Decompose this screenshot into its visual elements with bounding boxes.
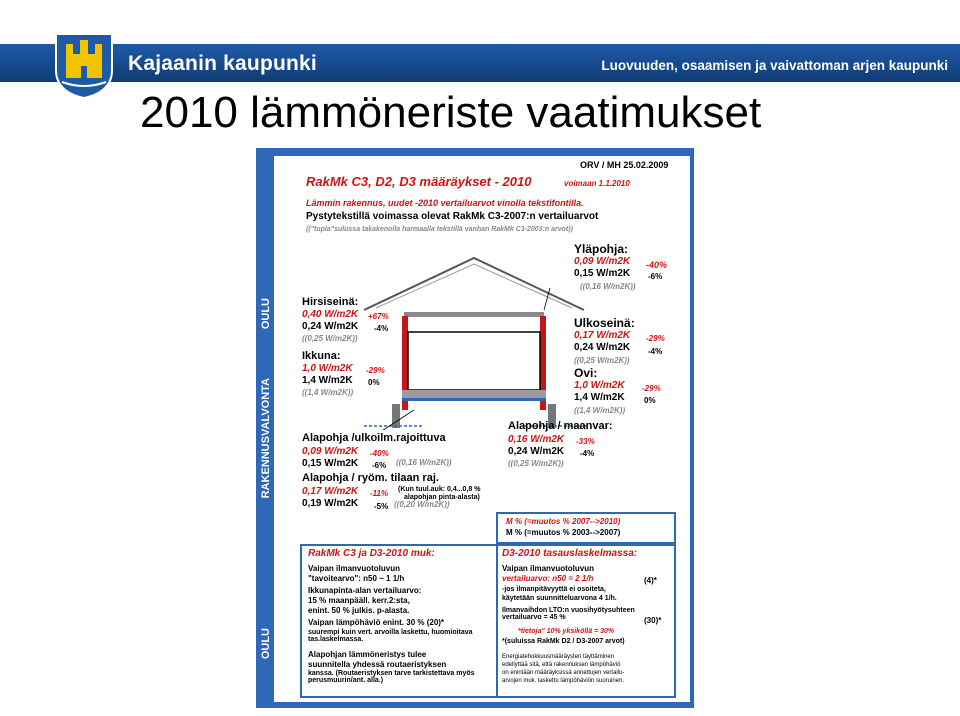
window-old: ((1,4 W/m2K))	[302, 388, 354, 397]
slogan: Luovuuden, osaamisen ja vaivattoman arjen kaupunki	[601, 58, 948, 73]
d3-line: Ilmanvaihdon LTO:n vuosihyötysuhteen vertailuarvo = 45 %	[502, 607, 635, 621]
d3-footer: on enintään määräyksissä annettujen vertailu-	[502, 670, 625, 676]
subtitle-3: (("tupla"sulussa takakenolla harmaalla tekstillä vanhan RakMk C3-2003:n arvot))	[306, 226, 573, 233]
side-labels	[260, 298, 274, 698]
outer-wall-current-pct: -4%	[648, 347, 663, 356]
subtitle-2: Pystytekstillä voimassa olevat RakMk C3-2007:n vertailuarvot	[306, 211, 599, 222]
d3-footer: arvojen muk. laskettu lämpöhäviön suuruinen.	[502, 678, 625, 684]
regulation-poster	[256, 148, 694, 708]
d3-line: vertailuarvo: n50 = 2 1/h	[502, 574, 594, 583]
rakmk-line: Vaipan lämpöhäviö enint. 30 % (20)*	[308, 618, 445, 627]
floor-ground-current-pct: -4%	[580, 449, 595, 458]
organization-name: Kajaanin kaupunki	[128, 52, 317, 75]
window-title: Ikkuna:	[302, 350, 341, 362]
rakmk-box	[300, 544, 498, 698]
coat-of-arms-logo	[52, 30, 116, 100]
roof-old: ((0,16 W/m2K))	[580, 282, 636, 291]
effective-date: voimaan 1.1.2010	[564, 179, 630, 188]
log-wall-current-pct: -4%	[374, 324, 389, 333]
outer-wall-new: 0,17 W/m2K	[574, 330, 631, 341]
roof-current: 0,15 W/m2K	[574, 268, 631, 279]
outer-wall-new-pct: -29%	[646, 334, 665, 343]
d3-box-title: D3-2010 tasauslaskelmassa:	[502, 548, 638, 559]
rakmk-line: "tavoitearvo": n50 ~ 1 1/h	[308, 574, 405, 583]
floor-outdoor-title: Alapohja /ulkoilm.rajoittuva	[302, 432, 446, 444]
rakmk-line: kanssa. (Routaeristyksen tarve tarkistettava myös perusmuurin/ant. alla.)	[308, 670, 475, 684]
rakmk-line: Ikkunapinta-alan vertailuarvo:	[308, 586, 422, 595]
log-wall-title: Hirsiseinä:	[302, 296, 359, 308]
floor-crawl-current-pct: -5%	[374, 502, 389, 511]
outer-wall-title: Ulkoseinä:	[574, 316, 635, 330]
rakmk-line: Alapohjan lämmöneristys tulee	[308, 650, 427, 659]
d3-box	[496, 544, 676, 698]
floor-crawl-old: ((0,20 W/m2K))	[394, 500, 450, 509]
floor-outdoor-current: 0,15 W/m2K	[302, 458, 359, 469]
floor-crawl-title: Alapohja / ryöm. tilaan raj.	[302, 472, 439, 484]
window-new: 1,0 W/m2K	[302, 363, 353, 374]
side-label-mid: RAKENNUSVALVONTA	[260, 378, 272, 499]
legend-line-2: M % (=muutos % 2003-->2007)	[506, 528, 621, 537]
floor-outdoor-new: 0,09 W/m2K	[302, 446, 359, 457]
side-label-bottom: OULU	[260, 628, 272, 660]
door-current-pct: 0%	[644, 396, 656, 405]
floor-outdoor-new-pct: -40%	[370, 449, 389, 458]
window-new-pct: -29%	[366, 366, 385, 375]
d3-line: *tietoja" 10% yksiköllä = 30%	[518, 628, 615, 635]
floor-ground-new: 0,16 W/m2K	[508, 434, 565, 445]
d3-line: -jos ilmanpitävyyttä ei osoiteta,	[502, 586, 606, 593]
rakmk-line: suurempi kuin vert. arvoilla laskettu, huomioitava tas.laskelmassa.	[308, 629, 473, 643]
house-section-drawing	[354, 240, 594, 430]
legend-line-1: M % (=muutos % 2007-->2010)	[506, 517, 621, 526]
roof-new: 0,09 W/m2K	[574, 256, 631, 267]
change-legend	[496, 512, 676, 544]
d3-footer: edellyttää sitä, että rakennuksen lämpöhäviö	[502, 662, 621, 668]
floor-crawl-current: 0,19 W/m2K	[302, 498, 359, 509]
floor-outdoor-current-pct: -6%	[372, 461, 387, 470]
roof-title: Yläpohja:	[574, 242, 629, 256]
d3-line: käytetään suunnitteluarvona 4 1/h.	[502, 595, 617, 602]
door-current: 1,4 W/m2K	[574, 392, 625, 403]
author-date: ORV / MH 25.02.2009	[580, 160, 669, 170]
d3-line: *(suluissa RakMk D2 / D3-2007 arvot)	[502, 638, 625, 645]
floor-outdoor-old: ((0,16 W/m2K))	[396, 458, 452, 467]
roof-new-pct: -40%	[646, 260, 668, 270]
side-label-top: OULU	[260, 298, 272, 330]
rakmk-line: suunnitella yhdessä routaeristyksen	[308, 660, 447, 669]
rakmk-line: enint. 50 % julkis. p-alasta.	[308, 606, 410, 615]
log-wall-new-pct: +67%	[368, 312, 389, 321]
subtitle-1: Lämmin rakennus, uudet -2010 vertailuarvot vinolla tekstifontilla.	[306, 198, 584, 208]
log-wall-old: ((0,25 W/m2K))	[302, 334, 358, 343]
log-wall-new: 0,40 W/m2K	[302, 309, 359, 320]
floor-ground-current: 0,24 W/m2K	[508, 446, 565, 457]
slide-title: 2010 lämmöneriste vaatimukset	[140, 88, 762, 137]
door-old: ((1,4 W/m2K))	[574, 406, 626, 415]
outer-wall-current: 0,24 W/m2K	[574, 342, 631, 353]
d3-footer: Energiatehokkuusmääräysten täyttäminen	[502, 654, 615, 660]
poster-content	[274, 156, 690, 702]
outer-wall-old: ((0,25 W/m2K))	[574, 356, 630, 365]
d3-line: (4)*	[644, 576, 657, 585]
poster-heading: RakMk C3, D2, D3 määräykset - 2010	[306, 174, 532, 189]
floor-crawl-new: 0,17 W/m2K	[302, 486, 359, 497]
roof-current-pct: -6%	[648, 272, 663, 281]
floor-ground-old: ((0,25 W/m2K))	[508, 459, 564, 468]
rakmk-line: 15 % maanpääll. kerr.2:sta,	[308, 596, 410, 605]
rakmk-box-title: RakMk C3 ja D3-2010 muk:	[308, 548, 435, 559]
door-new: 1,0 W/m2K	[574, 380, 625, 391]
window-current: 1,4 W/m2K	[302, 375, 353, 386]
window-current-pct: 0%	[368, 378, 380, 387]
door-new-pct: -29%	[642, 384, 661, 393]
floor-crawl-new-pct: -11%	[370, 489, 389, 498]
log-wall-current: 0,24 W/m2K	[302, 321, 359, 332]
d3-line: Vaipan ilmanvuotoluvun	[502, 564, 595, 573]
floor-ground-title: Alapohja / maanvar:	[508, 420, 613, 432]
d3-line: (30)*	[644, 616, 662, 625]
floor-crawl-note-2: alapohjan pinta-alasta)	[404, 494, 480, 501]
rakmk-line: Vaipan ilmanvuotoluvun	[308, 564, 401, 573]
door-title: Ovi:	[574, 366, 598, 380]
floor-crawl-note-1: (Kun tuul.auk: 0,4...0,8 %	[398, 486, 481, 493]
floor-ground-new-pct: -33%	[576, 437, 595, 446]
